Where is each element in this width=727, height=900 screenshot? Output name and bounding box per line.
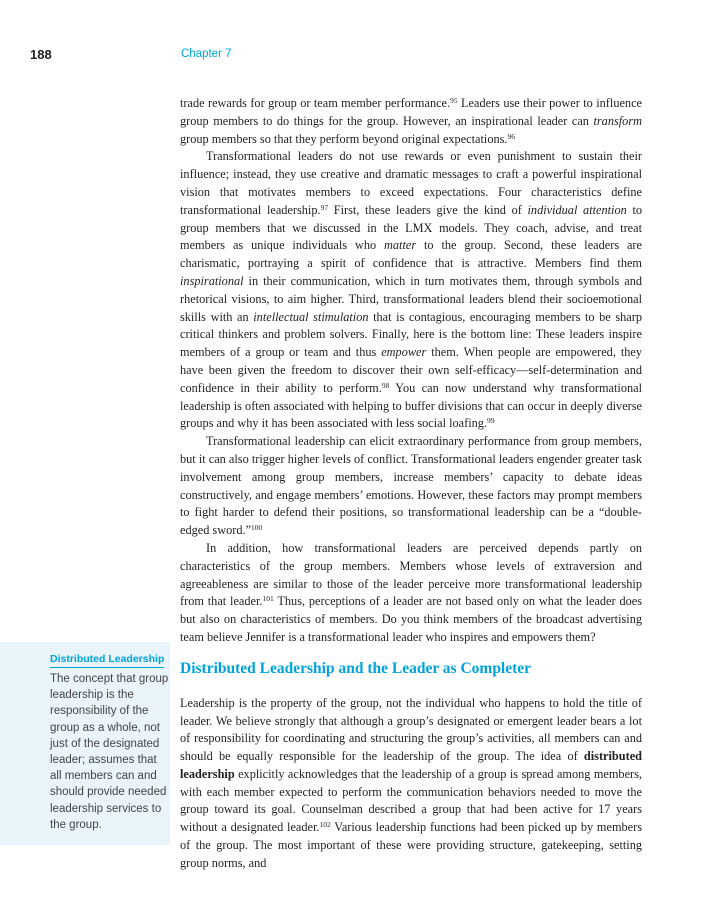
paragraph-2: Transformational leaders do not use rewards or even punishment to sustain their influence; instead, they use creative and dramatic messages to craft a powerful inspirational vision that motivates members to exceed expectations. Four characteristics define transformational leadership.$^{97}$ First, these leaders give the kind of individual attention to group members that we discussed in the LMX models. They coach, advise, and treat members as unique individuals who matter to the group. Second, these leaders are charismatic, portraying a spirit of confidence that is attractive. Members find them inspirational in their communication, which in turn motivates them, through symbols and rhetorical visions, to aim higher. Third, transformational leaders blend their socioemotional skills with an intellectual stimulation that is contagious, encouraging members to be sharp critical thinkers and problem solvers. Finally, here is the bottom line: These leaders inspire members of a group or team and thus empower them. When people are empowered, they have been given the freedom to discover their own self-efficacy—self-determination and confidence in their ability to perform.$^{98}$ You can now understand why transformational leadership is often associated with helping to buffer divisions that can occur in deeply diverse groups and why it has been associated with less social loafing.$^{99}$	[180, 149, 643, 431]
endnote-ref[interactable]: 99	[487, 416, 495, 426]
margin-glossary-box	[0, 642, 170, 845]
endnote-ref[interactable]: 95	[450, 96, 458, 105]
body-text	[180, 95, 642, 873]
chapter-label: Chapter 7	[181, 48, 232, 60]
endnote-ref[interactable]: 97	[320, 202, 329, 212]
paragraph-5: Leadership is the property of the group, not the individual who happens to hold the title of leader. We believe strongly that although a group’s designated or emergent leader bears a lot of responsibility for coordinating and structuring the group’s activities, all members can and should be equally responsible for the leadership of the group. The idea of distributed leadership explicitly acknowledges that the leadership of a group is spread among members, with each member expected to perform the communication behaviors needed to move the group toward its goal. Counselman described a group that had been active for 17 years without a designated leader.$^{102}$ Various leadership functions had been picked up by members of the group. The most important of these were providing structure, gatekeeping, setting group norms, and	[180, 695, 642, 870]
paragraph-4: In addition, how transformational leaders are perceived depends partly on characteristics of the group members. Members whose levels of extraversion and agreeableness are similar to those of the leader perceive more transformational leadership from that leader.$^{101}$ Thus, perceptions of a leader are not based only on what the leader does but also on characteristics of members. Do you think members of the broadcast advertising team believe Jennifer is a transformational leader who inspires and empowers them?	[180, 540, 642, 644]
endnote-ref[interactable]: 98	[381, 380, 390, 390]
key-term: distributed leadership	[180, 749, 642, 781]
glossary-term: Distributed Leadership	[50, 653, 164, 668]
page-number: 188	[30, 47, 52, 62]
paragraph-3: Transformational leadership can elicit extraordinary performance from group members, but it can also trigger higher levels of conflict. Transformational leaders engender greater task involvement among group members, increase members’ capacity to debate ideas constructively, and engage members’ emotions. However, these factors may prompt members to fight harder to defend their positions, so transformational leadership can be a “double-edged sword.”$^{100}$	[180, 434, 642, 538]
paragraph-1: trade rewards for group or team member performance.$^{95}$ Leaders use their power to influence group members to do things for the group. However, an inspirational leader can transform group members so that they perform beyond original expectations.$^{96}$	[180, 96, 642, 146]
endnote-ref[interactable]: 102	[319, 820, 331, 830]
endnote-ref[interactable]: 100	[251, 523, 263, 533]
endnote-ref[interactable]: 101	[262, 594, 274, 604]
section-heading: Distributed Leadership and the Leader as Completer	[180, 659, 532, 677]
endnote-ref[interactable]: 96	[507, 131, 515, 141]
running-head	[0, 47, 727, 67]
glossary-definition: The concept that group leadership is the responsibility of the group as a whole, not just of the designated leader; assumes that all members can and should provide needed leadership services to the group.	[50, 673, 169, 831]
